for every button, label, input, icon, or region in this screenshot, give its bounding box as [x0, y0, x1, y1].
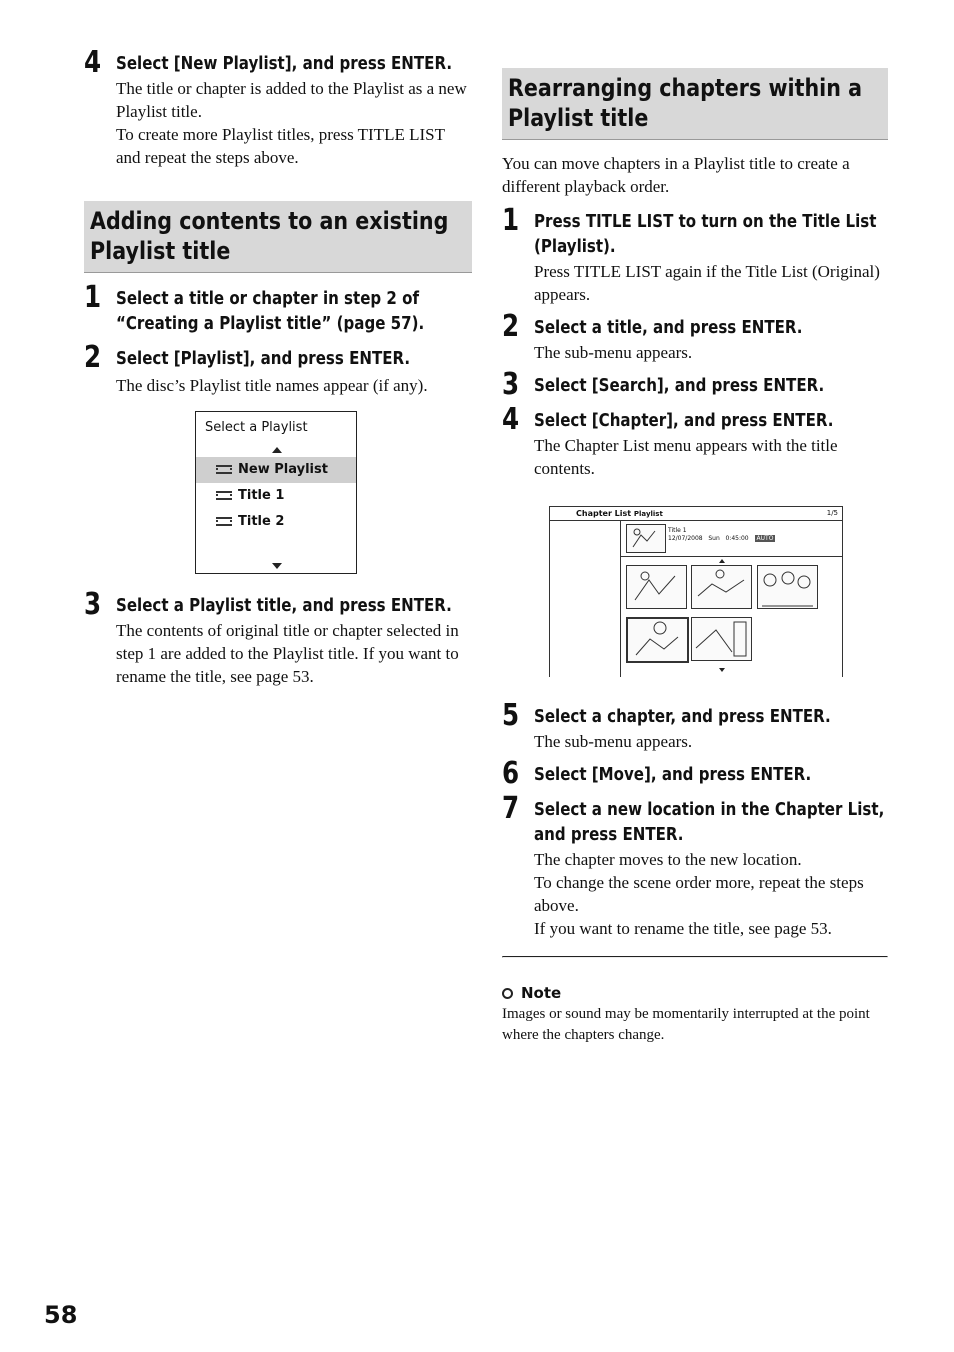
step-number: 5 — [502, 698, 520, 733]
chapter-thumbnail[interactable] — [691, 565, 752, 609]
step-3-select-playlist-title — [84, 587, 472, 688]
note-heading: Note — [502, 984, 888, 1002]
step-body: The disc’s Playlist title names appear (if any). — [116, 376, 428, 395]
step-heading: Select a title or chapter in step 2 of “Creating a Playlist title” (page 57). — [116, 289, 425, 334]
step-heading: Press TITLE LIST to turn on the Title List (Playlist). — [534, 212, 877, 257]
chapter-list-label: Chapter List Playlist — [576, 509, 663, 518]
right-column — [502, 68, 888, 1046]
step-number: 2 — [502, 309, 520, 344]
step-heading: Select [Search], and press ENTER. — [534, 376, 825, 396]
step-heading: Select a chapter, and press ENTER. — [534, 707, 831, 727]
section-heading-rearranging: Rearranging chapters within a Playlist title — [502, 68, 888, 140]
step-body: Press TITLE LIST again if the Title List (Original) appears. — [534, 262, 880, 304]
step-heading: Select [Chapter], and press ENTER. — [534, 411, 834, 431]
step-body: If you want to rename the title, see page 53. — [534, 919, 832, 938]
step-body: The Chapter List menu appears with the title contents. — [534, 436, 838, 478]
step-body: The sub-menu appears. — [534, 732, 693, 751]
chapter-thumbnail-selected[interactable] — [626, 617, 689, 663]
step-body: The contents of original title or chapter selected in step 1 are added to the Playlist title. If you want to rename the title, see page 53. — [116, 621, 459, 686]
film-icon — [216, 465, 232, 474]
film-icon — [216, 491, 232, 500]
step-2-select-title — [502, 309, 888, 364]
step-number: 6 — [502, 756, 520, 791]
chapter-thumbnail[interactable] — [757, 565, 818, 609]
scroll-up-arrow-icon[interactable] — [272, 447, 282, 453]
note-text: Images or sound may be momentarily interrupted at the point where the chapters change. — [502, 1006, 870, 1043]
menu-item-new-playlist[interactable]: New Playlist — [196, 457, 356, 483]
step-3-search — [502, 367, 888, 402]
step-number: 4 — [502, 402, 520, 437]
menu-item-title-1[interactable]: Title 1 — [196, 483, 356, 509]
step-number: 3 — [502, 367, 520, 402]
step-body: The sub-menu appears. — [534, 343, 693, 362]
chapter-thumbnail[interactable] — [691, 617, 752, 661]
chapter-thumbnail[interactable] — [626, 565, 687, 609]
note-block — [502, 984, 888, 1046]
step-5-select-chapter — [502, 698, 888, 753]
chapter-list-screen — [549, 506, 843, 677]
step-number: 2 — [84, 340, 102, 375]
step-2-select-playlist — [84, 340, 472, 397]
scroll-down-arrow-icon[interactable] — [272, 563, 282, 569]
page-number: 58 — [44, 1301, 78, 1329]
scroll-up-arrow-icon[interactable] — [719, 559, 725, 563]
section-heading-adding: Adding contents to an existing Playlist title — [84, 201, 472, 273]
auto-badge: AUTO — [756, 535, 774, 542]
step-number: 3 — [84, 587, 102, 622]
menu-item-title-2[interactable]: Title 2 — [196, 509, 356, 535]
step-4-new-playlist — [84, 45, 472, 169]
step-heading: Select [Move], and press ENTER. — [534, 765, 812, 785]
left-column — [84, 45, 472, 688]
page-indicator: 1/5 — [826, 509, 838, 517]
intro-text: You can move chapters in a Playlist title to create a different playback order. — [502, 154, 850, 196]
step-4-chapter — [502, 402, 888, 480]
step-number: 1 — [502, 203, 520, 238]
scroll-down-arrow-icon[interactable] — [719, 668, 725, 672]
step-number: 4 — [84, 45, 102, 80]
step-body: To create more Playlist titles, press TITLE LIST and repeat the steps above. — [116, 125, 445, 167]
step-1-title-list — [502, 203, 888, 306]
step-1-select-title — [84, 280, 472, 337]
step-number: 7 — [502, 791, 520, 826]
tip-icon — [502, 988, 513, 999]
step-heading: Select a Playlist title, and press ENTER. — [116, 596, 452, 616]
step-heading: Select a new location in the Chapter List, and press ENTER. — [534, 800, 885, 845]
select-playlist-menu — [195, 411, 357, 574]
title-info: Title 1 12/07/2008 Sun 0:45:00 AUTO — [668, 527, 774, 542]
step-number: 1 — [84, 280, 102, 315]
title-thumbnail — [626, 524, 666, 553]
step-heading: Select [New Playlist], and press ENTER. — [116, 54, 453, 74]
step-body: To change the scene order more, repeat the steps above. — [534, 873, 864, 915]
step-body: The title or chapter is added to the Playlist as a new Playlist title. — [116, 79, 467, 121]
step-heading: Select a title, and press ENTER. — [534, 318, 803, 338]
step-6-move — [502, 756, 888, 791]
menu-title: Select a Playlist — [205, 420, 308, 435]
step-body: The chapter moves to the new location. — [534, 850, 802, 869]
film-icon — [216, 517, 232, 526]
step-heading: Select [Playlist], and press ENTER. — [116, 349, 411, 369]
divider — [502, 956, 888, 958]
step-7-new-location — [502, 791, 888, 940]
